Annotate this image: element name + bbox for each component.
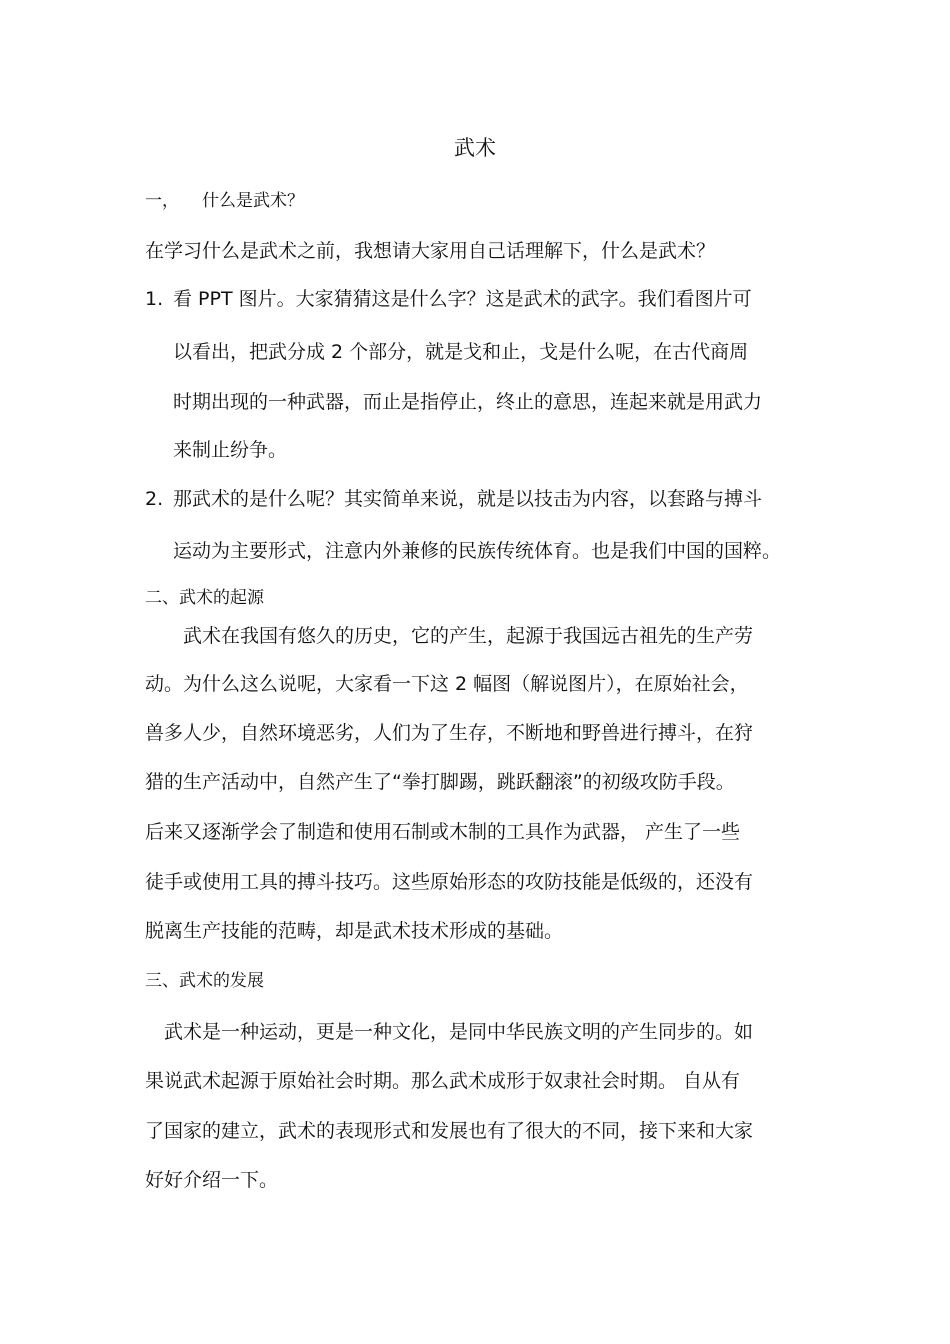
section2-paragraph-line-5: 后来又逐渐学会了制造和使用石制或木制的工具作为武器， 产生了一些 bbox=[145, 821, 741, 843]
document-title: 武术 bbox=[454, 136, 496, 160]
section2-heading: 二、武术的起源 bbox=[145, 588, 264, 608]
section2-paragraph-line-3: 兽多人少，自然环境恶劣，人们为了生存，不断地和野兽进行搏斗，在狩 bbox=[145, 722, 754, 744]
list-item-1-line-4: 来制止纷争。 bbox=[173, 439, 288, 461]
section2-paragraph-line-4: 猎的生产活动中，自然产生了“拳打脚踢，跳跃翻滚”的初级攻防手段。 bbox=[145, 771, 735, 793]
section2-paragraph-line-7: 脱离生产技能的范畴，却是武术技术形成的基础。 bbox=[145, 920, 564, 942]
list-item-1-line-2: 以看出，把武分成 2 个部分，就是戈和止，戈是什么呢，在古代商周 bbox=[173, 341, 749, 363]
list-item-1-line-3: 时期出现的一种武器，而止是指停止，终止的意思，连起来就是用武力 bbox=[173, 391, 763, 413]
section1-heading bbox=[145, 188, 810, 214]
list-item-1-line-1 bbox=[145, 286, 810, 312]
list-item-2-line-2: 运动为主要形式，注意内外兼修的民族传统体育。也是我们中国的国粹。 bbox=[173, 540, 782, 562]
list-item-1-text: 看 PPT 图片。大家猜猜这是什么字？这是武术的武字。我们看图片可 bbox=[173, 288, 752, 310]
list-item-1-number: 1. bbox=[145, 288, 164, 310]
list-item-2-text: 那武术的是什么呢？其实简单来说，就是以技击为内容，以套路与搏斗 bbox=[173, 488, 763, 510]
section3-paragraph-line-3: 了国家的建立，武术的表现形式和发展也有了很大的不同，接下来和大家 bbox=[145, 1120, 754, 1142]
list-item-2-number: 2. bbox=[145, 488, 164, 510]
section1-heading-text: 什么是武术？ bbox=[202, 191, 304, 211]
section1-heading-number: 一， bbox=[145, 191, 179, 211]
section2-paragraph-line-6: 徒手或使用工具的搏斗技巧。这些原始形态的攻防技能是低级的，还没有 bbox=[145, 871, 754, 893]
section3-paragraph-line-4: 好好介绍一下。 bbox=[145, 1169, 279, 1191]
section3-paragraph-line-1: 武术是一种运动，更是一种文化，是同中华民族文明的产生同步的。如 bbox=[164, 1021, 754, 1043]
list-item-2-line-1 bbox=[145, 486, 810, 512]
section3-paragraph-line-2: 果说武术起源于原始社会时期。那么武术成形于奴隶社会时期。 自从有 bbox=[145, 1070, 741, 1092]
section2-paragraph-line-2: 动。为什么这么说呢，大家看一下这 2 幅图（解说图片），在原始社会， bbox=[145, 673, 749, 695]
section3-heading: 三、武术的发展 bbox=[145, 971, 264, 991]
section2-paragraph-line-1: 武术在我国有悠久的历史，它的产生，起源于我国远古祖先的生产劳 bbox=[183, 625, 754, 647]
section1-intro: 在学习什么是武术之前，我想请大家用自己话理解下，什么是武术？ bbox=[145, 240, 716, 262]
